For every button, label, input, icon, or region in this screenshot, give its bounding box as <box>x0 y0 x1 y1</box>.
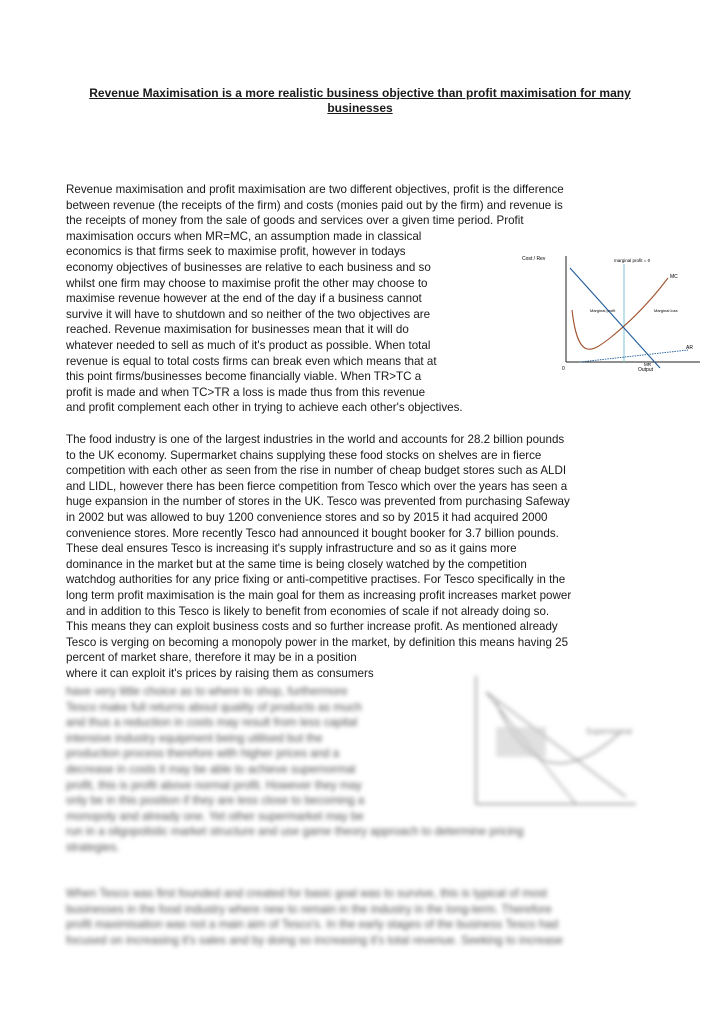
blurred-line: businesses in the food industry where new to remain in the industry in the long-term. Therefore <box>66 902 552 916</box>
paragraph-line: to the UK economy. Supermarket chains supplying these food stocks on shelves are in fierce <box>66 448 542 462</box>
paragraph-line: economics is that firms seek to maximise profit, however in todays <box>66 245 406 259</box>
marginal-loss-label: Marginal loss <box>654 308 678 313</box>
paragraph-revenue-vs-profit <box>66 182 564 416</box>
paragraph-line: maximisation occurs when MR=MC, an assumption made in classical <box>66 229 422 243</box>
paragraph-line: These deal ensures Tesco is increasing it's supply infrastructure and so as it gains more <box>66 542 517 556</box>
blurred-line: When Tesco was first founded and created for basic goal was to survive, this is typical of most <box>66 887 548 900</box>
blurred-line: profit, this is profit above normal profit. However they may <box>66 778 362 792</box>
paragraph-line: revenue is equal to total costs firms can break even which means that at <box>66 354 437 368</box>
blurred-line: have very little choice as to where to shop, furthermore <box>66 685 348 698</box>
blurred-line: monopoly and already one. Yet other supermarket may be <box>66 809 364 823</box>
paragraph-line: watchdog authorities for any price fixing or anti-competitive practises. For Tesco specifically in the <box>66 573 566 587</box>
ar-label: AR <box>686 345 693 351</box>
paragraph-line: and in addition to this Tesco is likely to benefit from economies of scale if not already doing so. <box>66 604 550 618</box>
blurred-line: run in a oligopolistic market structure and use game theory approach to determine pricing <box>66 825 524 839</box>
paragraph-line: and LIDL, however there has been fierce competition from Tesco which over the years has seen a <box>66 479 568 493</box>
paragraph-line: the receipts of money from the sale of goods and services over a given time period. Profit <box>66 214 524 228</box>
marginal-profit-area-label: Marginal profit <box>590 308 616 313</box>
paragraph-line: maximise revenue however at the end of the day if a business cannot <box>66 292 422 306</box>
blurred-line: profit maximisation was not a main aim of Tesco's. In the early stages of the business Tesco had <box>66 918 559 932</box>
x-axis-label: Output <box>638 367 654 373</box>
paragraph-food-industry <box>66 432 571 682</box>
paragraph-line: whilst one firm may choose to maximise profit the other may choose to <box>66 276 428 290</box>
origin-label: 0 <box>562 366 565 372</box>
blurred-line: intensive industry equipment being utilised but the <box>66 731 323 745</box>
mc-curve <box>572 278 668 349</box>
paragraph-line: Revenue maximisation and profit maximisation are two different objectives, profit is the difference <box>66 183 564 196</box>
paragraph-line: whatever needed to sell as much of it's product as possible. When total <box>66 338 431 352</box>
mr-label: MR <box>644 362 651 367</box>
paragraph-line: and profit complement each other in trying to achieve each other's objectives. <box>66 401 463 415</box>
paragraph-line: where it can exploit it's prices by raising them as consumers <box>66 666 374 680</box>
paragraph-line: The food industry is one of the largest industries in the world and accounts for 28.2 billion pounds <box>66 433 565 446</box>
blurred-paragraph-tesco-history <box>66 886 563 948</box>
paragraph-line: convenience stores. More recently Tesco had announced it bought booker for 3.7 billion pounds. <box>66 526 559 540</box>
paragraph-line: reached. Revenue maximisation for businesses mean that it will do <box>66 323 409 337</box>
blurred-line: strategies. <box>66 840 120 854</box>
marginal-profit-chart <box>520 250 705 375</box>
blurred-line: production process therefore with higher prices and a <box>66 747 340 761</box>
document-title: Revenue Maximisation is a more realistic business objective than profit maximisation for many businesses <box>89 86 631 115</box>
paragraph-line: long term profit maximisation is the main goal for them as increasing profit increases market power <box>66 588 572 602</box>
paragraph-line: survive it will have to shutdown and so neither of the two objectives are <box>66 307 431 321</box>
blurred-line: and thus a reduction in costs may result from less capital <box>66 716 358 730</box>
blurred-paragraph-continuation <box>66 684 524 856</box>
paragraph-line: economy objectives of businesses are relative to each business and so <box>66 260 431 274</box>
paragraph-line: This means they can exploit business costs and so further increase profit. As mentioned already <box>66 620 558 634</box>
paragraph-line: profit is made and when TC>TR a loss is made thus from this revenue <box>66 385 426 399</box>
mc-label: MC <box>670 274 678 280</box>
paragraph-line: competition with each other as seen from the rise in number of cheap budget stores such as ALDI <box>66 464 567 478</box>
paragraph-line: percent of market share, therefore it may be in a position <box>66 651 357 665</box>
blurred-line: decrease in costs it may be able to achieve supernormal <box>66 762 356 776</box>
marginal-profit-zero-label: marginal profit = 0 <box>614 258 651 263</box>
ar-line <box>580 350 688 362</box>
paragraph-line: Tesco is verging on becoming a monopoly power in the market, by definition this means having 25 <box>66 635 569 649</box>
paragraph-line: this point firms/businesses become financially viable. When TR>TC a <box>66 370 422 384</box>
paragraph-line: huge expansion in the number of stores in the UK. Tesco was prevented from purchasing Safeway <box>66 495 570 509</box>
blurred-line: focused on increasing it's sales and by doing so increasing it's total revenue. Seeking to increase <box>66 933 563 947</box>
y-axis-label: Cost / Rev <box>522 256 546 262</box>
mr-line <box>570 268 660 368</box>
paragraph-line: dominance in the market but at the same time is being closely watched by the competition <box>66 557 527 571</box>
supernormal-label: Supernormal <box>586 727 632 736</box>
blurred-line: only be in this position if they are less close to becoming a <box>66 794 365 808</box>
paragraph-line: between revenue (the receipts of the firm) and costs (monies paid out by the firm) and revenue is <box>66 198 563 212</box>
paragraph-line: in 2002 but was allowed to buy 1200 convenience stores and so by 2015 it had acquired 2000 <box>66 510 548 524</box>
blurred-line: Tesco make full returns about quality of products as much <box>66 700 362 714</box>
